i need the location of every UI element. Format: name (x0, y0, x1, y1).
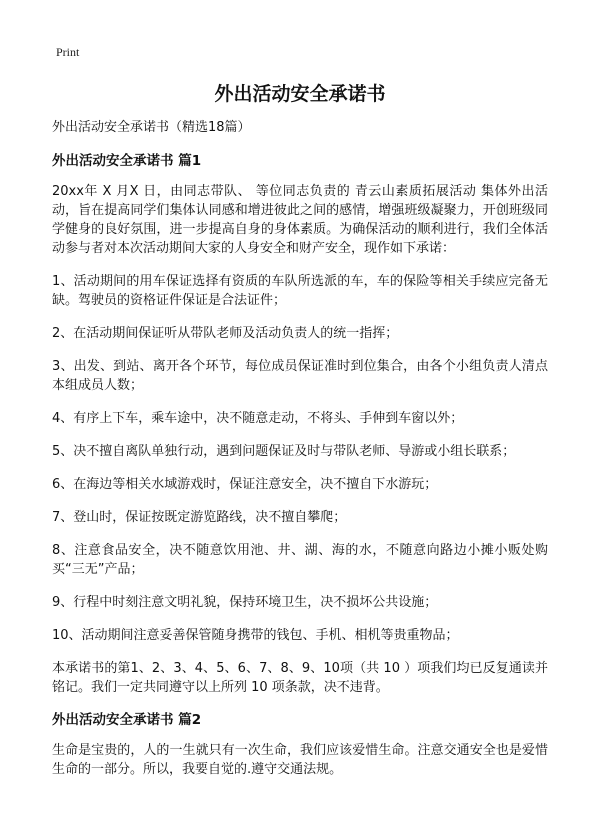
paragraph: 3、出发、到站、离开各个环节，每位成员保证准时到位集合，由各个小组负责人清点本组成员人数； (52, 359, 548, 393)
paragraph: 8、注意食品安全，决不随意饮用池、井、湖、海的水，不随意向路边小摊小贩处购买“三无”产品； (52, 543, 548, 577)
section-heading: 外出活动安全承诺书 篇1 (52, 153, 202, 169)
paragraph: 6、在海边等相关水域游戏时，保证注意安全，决不擅自下水游玩； (52, 477, 438, 492)
paragraph: 4、有序上下车，乘车途中，决不随意走动，不将头、手伸到车窗以外； (52, 411, 464, 426)
section-2 (52, 709, 548, 779)
document-title: 外出活动安全承诺书 (214, 83, 386, 105)
paragraph: 2、在活动期间保证听从带队老师及活动负责人的统一指挥； (52, 326, 399, 341)
section-heading: 外出活动安全承诺书 篇2 (52, 712, 202, 728)
print-link[interactable]: Print (56, 45, 80, 59)
paragraph: 10、活动期间注意妥善保管随身携带的钱包、手机、相机等贵重物品； (52, 628, 459, 643)
paragraph: 9、行程中时刻注意文明礼貌，保持环境卫生，决不损坏公共设施； (52, 595, 438, 610)
paragraph: 7、登山时，保证按既定游览路线，决不擅自攀爬； (52, 510, 347, 525)
paragraph: 1、活动期间的用车保证选择有资质的车队所选派的车，车的保险等相关手续应完备无缺。驾驶员的资格证件保证是合法证件； (52, 274, 548, 308)
paragraph: 20xx年 X 月X 日，由同志带队、 等位同志负责的 青云山素质拓展活动 集体外出活动，旨在提高同学们集体认同感和增进彼此之间的感情，增强班级凝聚力，开创班级同学健身的良好氛围，进一步提高自身的身体素质。为确保活动的顺利进行，我们全体活动参与者对本次活动期间大家的人身安全和财产安全，现作如下承诺： (52, 184, 548, 256)
document-subtitle: 外出活动安全承诺书（精选18篇） (52, 120, 251, 135)
paragraph: 5、决不擅自离队单独行动，遇到问题保证及时与带队老师、导游或小组长联系； (52, 444, 516, 459)
section-1 (52, 150, 548, 697)
paragraph: 生命是宝贵的，人的一生就只有一次生命，我们应该爱惜生命。注意交通安全也是爱惜生命的一部分。所以，我要自觉的.遵守交通法规。 (52, 743, 548, 777)
paragraph: 本承诺书的第1、2、3、4、5、6、7、8、9、10项（共 10 ）项我们均已反复通读并铭记。我们一定共同遵守以上所列 10 项条款，决不违背。 (52, 661, 548, 695)
